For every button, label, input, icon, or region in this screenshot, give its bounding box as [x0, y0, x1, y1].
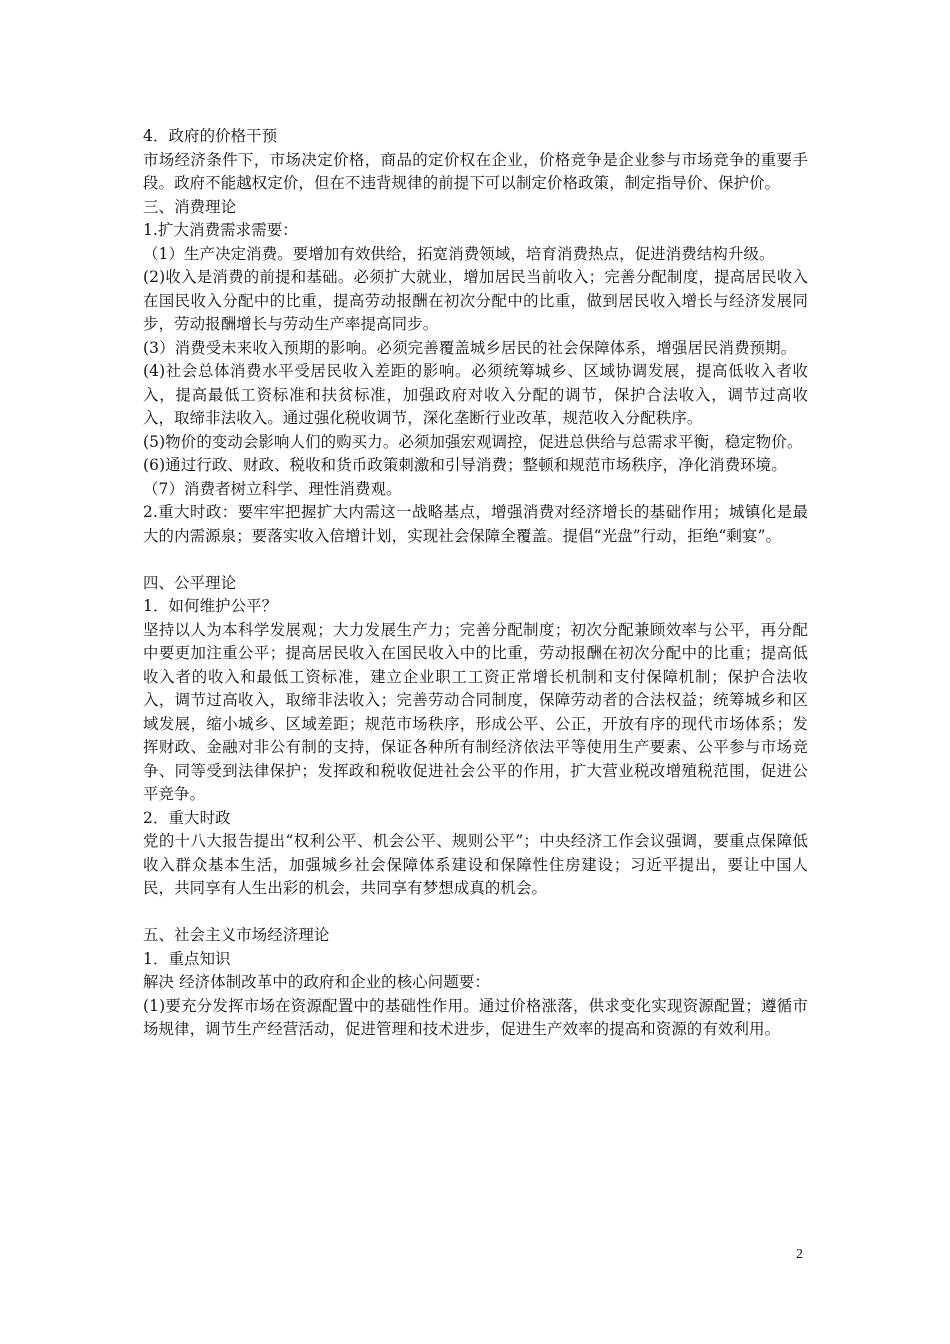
paragraph-core-issue: 解决 经济体制改革中的政府和企业的核心问题要： — [143, 973, 490, 991]
subheading-key-knowledge: 1．重点知识 — [143, 949, 231, 968]
paragraph-current-affairs-consumption: 2.重大时政：要牢牢把握扩大内需这一战略基点，增强消费对经济增长的基础作用；城镇化是最大的内需源泉；要落实收入倍增计划，实现社会保障全覆盖。提倡“光盘”行动，拒绝“剩宴”。 — [143, 503, 808, 545]
list-item-4: (4)社会总体消费水平受居民收入差距的影响。必须统筹城乡、区域协调发展，提高低收入者收入，提高最低工资标准和扶贫标准，加强政府对收入分配的调节，保护合法收入，调节过高收入，取缔非法收入。通过强化税收调节，深化垄断行业改革，规范收入分配秩序。 — [143, 362, 808, 427]
paragraph-fairness-measures: 坚持以人为本科学发展观；大力发展生产力；完善分配制度；初次分配兼顾效率与公平，再分配中要更加注重公平；提高居民收入在国民收入中的比重，劳动报酬在初次分配中的比重；提高低收入者的收入和最低工资标准，建立企业职工工资正常增长机制和支付保障机制；保护合法收入，调节过高收入，取缔非法收入；完善劳动合同制度，保障劳动者的合法权益；统筹城乡和区域发展，缩小城乡、区域差距；规范市场秩序，形成公平、公正，开放有序的现代市场体系；发挥财政、金融对非公有制的支持，保证各种所有制经济依法平等使用生产要素、公平参与市场竞争、同等受到法律保护；发挥政和税收促进社会公平的作用，扩大营业税改增殖税范围，促进公平竞争。 — [143, 620, 808, 803]
list-item-3: (3）消费受未来收入预期的影响。必须完善覆盖城乡居民的社会保障体系，增强居民消费预期。 — [143, 338, 797, 357]
blank-line — [143, 901, 808, 925]
list-item-7: （7）消费者树立科学、理性消费观。 — [143, 479, 402, 498]
list-item-6: (6)通过行政、财政、税收和货币政策刺激和引导消费；整顿和规范市场秩序，净化消费环境。 — [143, 456, 787, 474]
subheading-current-affairs: 2．重大时政 — [143, 808, 231, 827]
document-body — [143, 125, 808, 1042]
subheading-maintain-fairness: 1．如何维护公平？ — [143, 597, 278, 615]
list-item-1: （1）生产决定消费。要增加有效供给，拓宽消费领域，培育消费热点，促进消费结构升级。 — [143, 244, 775, 263]
list-item-2: (2)收入是消费的前提和基础。必须扩大就业，增加居民当前收入；完善分配制度，提高居民收入在国民收入分配中的比重，提高劳动报酬在初次分配中的比重，做到居民收入增长与经济发展同步，劳动报酬增长与劳动生产率提高同步。 — [143, 268, 808, 333]
blank-line — [143, 548, 808, 572]
paragraph-market-pricing: 市场经济条件下，市场决定价格，商品的定价权在企业，价格竞争是企业参与市场竞争的重要手段。政府不能越权定价，但在不违背规律的前提下可以制定价格政策，制定指导价、保护价。 — [143, 150, 808, 192]
list-item-5: (5)物价的变动会影响人们的购买力。必须加强宏观调控，促进总供给与总需求平衡，稳定物价。 — [143, 432, 803, 451]
paragraph-eighteenth-congress: 党的十八大报告提出“权利公平、机会公平、规则公平”；中央经济工作会议强调，要重点保障低收入群众基本生活，加强城乡社会保障体系建设和保障性住房建设；习近平提出，要让中国人民，共同享有人生出彩的机会，共同享有梦想成真的机会。 — [143, 832, 808, 897]
section-heading-market-economy: 五、社会主义市场经济理论 — [143, 926, 330, 944]
heading-price-intervention: 4．政府的价格干预 — [143, 127, 278, 145]
section-heading-fairness-theory: 四、公平理论 — [143, 573, 237, 592]
subheading-expand-demand: 1.扩大消费需求需要： — [143, 221, 298, 239]
section-heading-consumption-theory: 三、消费理论 — [143, 197, 237, 216]
page-number: 2 — [796, 1247, 803, 1262]
paragraph-market-role: (1)要充分发挥市场在资源配置中的基础性作用。通过价格涨落，供求变化实现资源配置；遵循市场规律，调节生产经营活动，促进管理和技术进步，促进生产效率的提高和资源的有效利用。 — [143, 996, 808, 1038]
